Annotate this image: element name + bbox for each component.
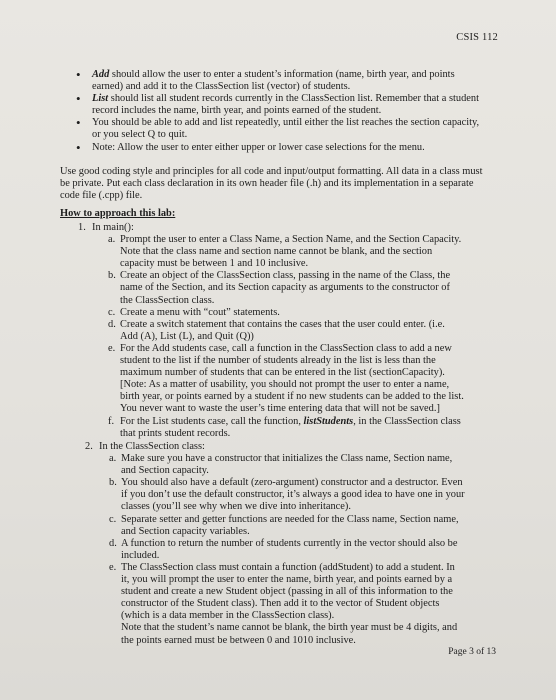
- classsection-substeps: [109, 453, 465, 647]
- substep-text: [121, 562, 465, 647]
- substep-letter: f.: [108, 415, 115, 427]
- substep-text: Make sure you have a constructor that initializes the Class name, Section name, and Section capacity.: [121, 453, 453, 477]
- substep-text: Create an object of the ClassSection class, passing in the name of the Class, the name of the Section, and its Section capacity as arguments to the constructor of the ClassSection class.: [120, 270, 451, 306]
- substep-item: [108, 416, 464, 440]
- step-number: 2.: [85, 441, 93, 452]
- substep-letter: e.: [109, 561, 117, 573]
- step-title: [78, 222, 508, 234]
- substep-text: Prompt the user to enter a Class Name, a Section Name, and the Section Capacity. Note that the class name and section name cannot be blank, and the section capacity must be between 1 and 10 inclusive.: [120, 234, 462, 270]
- substep-letter: a.: [109, 453, 117, 465]
- bullet-text: should list all student records currently in the ClassSection list. Remember that a student record includes the name, birth year, and points earned of the student.: [92, 93, 479, 117]
- substep-letter: e.: [108, 342, 116, 354]
- substep-text: For the Add students case, call a function in the ClassSection class to add a new student to the list if the number of students already in the list is less than the maximum number of students that can be entered in the list (sectionCapacity). [Note: As a matter of usability, you should not prompt the user to enter a name, birth year, or points earned by a student if no new students can be added to the list. You never want to waste the user’s time entering data that will not be saved.]: [120, 342, 464, 415]
- coding-style-paragraph: Use good coding style and principles for all code and input/output formatting. All data in a class must be private. Put each class declaration in its own header file (.h) and its implementation in a separate code file (.cpp) file.: [60, 166, 483, 202]
- course-header: CSIS 112: [456, 32, 498, 43]
- bullet-text: Note: Allow the user to enter either upper or lower case selections for the menu.: [92, 141, 425, 153]
- substep-letter: d.: [108, 318, 116, 330]
- substep-text: Create a menu with “cout” statements.: [120, 306, 280, 318]
- substep-item: [109, 538, 465, 562]
- step-title-text: In main():: [92, 222, 134, 233]
- main-substeps: [108, 234, 464, 440]
- substep-text-part: , in the ClassSection class that prints student records.: [120, 415, 461, 439]
- substep-text: A function to return the number of students currently in the vector should also be included.: [121, 537, 458, 561]
- function-name: listStudents: [303, 415, 354, 427]
- step-number: 1.: [78, 222, 86, 233]
- substep-letter: a.: [108, 234, 116, 246]
- bullet-item-note: [76, 139, 488, 155]
- substep-text: Create a switch statement that contains the cases that the user could enter. (i.e. Add (A), List (L), and Quit (Q)): [120, 318, 445, 342]
- substep-item: [108, 234, 464, 270]
- step-main: [78, 222, 508, 440]
- bullet-lead: Add: [92, 69, 110, 80]
- substep-text: Separate setter and getter functions are needed for the Class name, Section name, and Section capacity variables.: [121, 513, 459, 537]
- step-title: [85, 441, 515, 453]
- substep-text-part: For the List students case, call the function,: [120, 415, 304, 427]
- substep-item: [108, 343, 464, 416]
- substep-note: Note that the student’s name cannot be blank, the birth year must be 4 digits, and the points earned must be between 0 and 1010 inclusive.: [121, 622, 458, 646]
- substep-item: [109, 562, 465, 647]
- bullet-item-list: [76, 93, 488, 117]
- substep-text: You should also have a default (zero-argument) constructor and a destructor. Even if you don’t use the default constructor, it’s always a good idea to have one in your classes (you’ll see why when we dive into inheritance).: [121, 477, 465, 513]
- bullet-lead: List: [92, 93, 109, 105]
- substep-item: [108, 307, 464, 319]
- substep-item: [108, 319, 464, 343]
- substep-item: [109, 477, 465, 513]
- substep-text-part: The ClassSection class must contain a function (addStudent) to add a student. In it, you will prompt the user to enter the name, birth year, and points earned by a student and create a new Student object (passing in all of this information to the constructor of the Student class). Then add it to the vector of Student objects (which is a data member in the ClassSection class).: [121, 561, 455, 622]
- step-classsection: [85, 441, 515, 647]
- substep-letter: b.: [109, 477, 117, 489]
- step-title-text: In the ClassSection class:: [99, 441, 205, 452]
- bullet-icon: •: [76, 67, 81, 82]
- substep-letter: d.: [109, 537, 117, 549]
- section-heading: How to approach this lab:: [60, 208, 176, 219]
- substep-item: [109, 514, 465, 538]
- substep-letter: c.: [108, 306, 116, 318]
- substep-item: [109, 453, 465, 477]
- bullet-item-repeat: [76, 117, 488, 141]
- bullet-icon: •: [76, 115, 81, 131]
- substep-item: [108, 270, 464, 306]
- substep-letter: c.: [109, 513, 117, 525]
- substep-letter: b.: [108, 270, 116, 282]
- bullet-text: should allow the user to enter a student’s information (name, birth year, and points earned) and add it to the ClassSection list (vector) of students.: [92, 69, 455, 93]
- bullet-icon: •: [76, 91, 81, 107]
- bullet-text: You should be able to add and list repeatedly, until either the list reaches the section capacity, or you select Q to quit.: [92, 117, 480, 141]
- bullet-icon: •: [76, 139, 81, 155]
- page-number: Page 3 of 13: [448, 647, 496, 657]
- bullet-item-add: [76, 69, 488, 93]
- substep-text: [120, 416, 464, 440]
- requirements-bullet-list: [76, 69, 488, 154]
